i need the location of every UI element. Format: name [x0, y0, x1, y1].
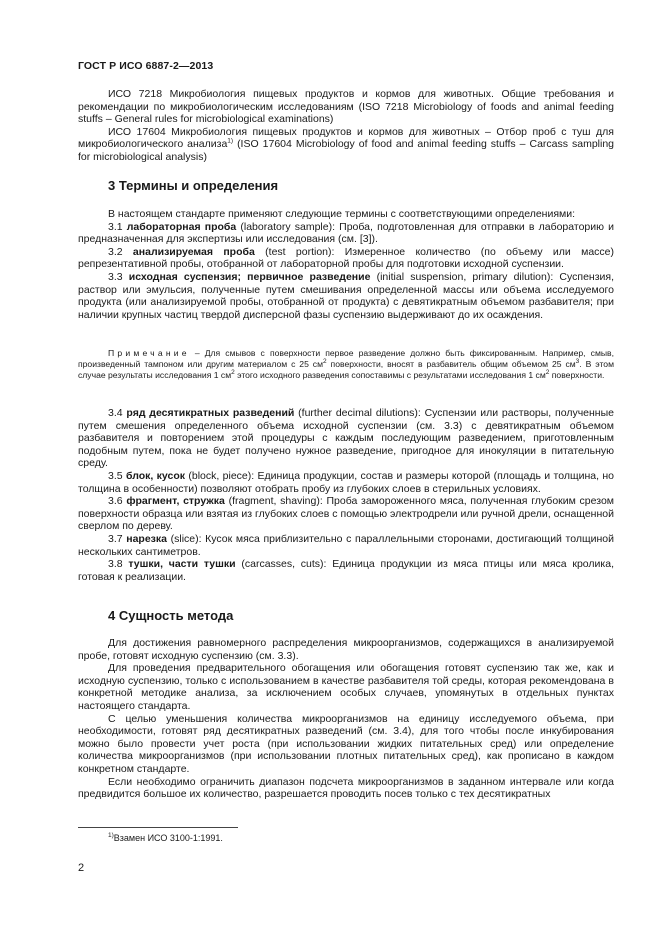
term-title: лабораторная проба — [126, 220, 237, 233]
terms-block — [78, 208, 614, 321]
standard-header: ГОСТ Р ИСО 6887-2—2013 — [78, 60, 214, 72]
term-title: тушки, части тушки — [128, 558, 236, 571]
terms-block-2 — [78, 407, 614, 583]
term-title: нарезка — [126, 532, 167, 545]
term-3-7: 3.7 нарезка (slice): Кусок мяса приблизительно с параллельными сторонами, достигающий толщиной нескольких сантиметров. — [78, 532, 614, 558]
term-title: блок, кусок — [125, 469, 186, 482]
term-title: анализируемая проба — [132, 245, 255, 258]
note-label: Примечание — [108, 348, 190, 358]
references-block — [78, 88, 614, 164]
term-title: ряд десятикратных разведений — [126, 407, 295, 419]
term-3-8: 3.8 тушки, части тушки (carcasses, cuts): Единица продукции из мяса птицы или мяса кролика, готовая к реализации. — [78, 558, 614, 583]
term-3-5: 3.5 блок, кусок (block, piece): Единица продукции, состав и размеры которой (площадь и толщина, но толщина в особенности) позволяют отобрать пробу из глубоких слоев в стерильных условиях. — [78, 469, 614, 495]
term-3-3: 3.3 исходная суспензия; первичное разведение (initial suspension, primary dilution): Суспензия, раствор или эмульсия, полученные путем смешивания определенной массы или объема исследуемого продукта (или анализируемой пробы, отобранной от продукта) с девятикратным объемом разбавителя; при наличии крупных частиц твердой дисперсной фазы суспензию выдерживают до их осаждения. — [78, 270, 614, 321]
term-3-4: 3.4 ряд десятикратных разведений (further decimal dilutions): Суспензии или растворы, полученные путем смешения определенного объема исходной суспензии (см. 3.3) с девятикратным объемом разбавителя и повторением этой процедуры с каждым последующим разведением, приготовленным подобным путем, пока не будет получено нужное разведение, пригодное для инокуляции в питательную среду. — [78, 407, 614, 470]
reference-iso-17604: ИСО 17604 Микробиология пищевых продуктов и кормов для животных – Отбор проб с туш для микробиологического анализа$^{1)}$ (ISO 17604 Microbiology of food and animal feeding stuffs – Carcass sampling for microbiological analysis) — [78, 125, 615, 163]
note-block — [78, 348, 614, 380]
term-3-1: 3.1 лабораторная проба (laboratory sample): Проба, подготовленная для отправки в лабораторию и предназначенная для экспертизы или исследования (см. [3]). — [78, 220, 615, 246]
page-number: 2 — [78, 862, 85, 874]
method-paragraph: Для проведения предварительного обогащения или обогащения готовят суспензию так же, как и исходную суспензию, только с использованием в качестве разбавителя той среды, которая рекомендована в конкретной методике анализа, за исключением особых случаев, упомянутых в отдельных пунктах настоящего стандарта. — [78, 662, 614, 712]
method-paragraph: С целью уменьшения количества микроорганизмов на единицу исследуемого объема, при необходимости, готовят ряд десятикратных разведений (см. 3.4), для того чтобы после инкубирования можно было провести учет роста (при использовании жидких питательных сред) или определение количества микроорганизмов (при использовании плотных питательных сред), как прописано в каждом конкретном стандарте. — [78, 712, 614, 775]
section-4-heading: 4 Сущность метода — [108, 608, 234, 623]
method-paragraph: Если необходимо ограничить диапазон подсчета микроорганизмов в заданном интервале или когда предвидится большое их количество, разрешается проводить посев только с тех десятикратных — [78, 775, 614, 801]
method-paragraph: Для достижения равномерного распределения микроорганизмов, содержащихся в анализируемой пробе, готовят исходную суспензию (см. 3.3). — [78, 637, 614, 662]
term-3-2: 3.2 анализируемая проба (test portion): Измеренное количество (по объему или массе) репрезентативной пробы, отобранной от лабораторной пробы для подготовки исходной суспензии. — [78, 245, 614, 271]
term-3-6: 3.6 фрагмент, стружка (fragment, shaving): Проба замороженного мяса, полученная глубоким срезом поверхности образца или взятая из глубоких слоев с помощью электродрели или ручной дрели, оснащенной сверлом по дереву. — [78, 495, 615, 533]
footnote-marker: 1) — [227, 137, 234, 145]
term-title: фрагмент, стружка — [126, 495, 225, 508]
section-3-heading: 3 Термины и определения — [108, 178, 279, 193]
reference-iso-7218: ИСО 7218 Микробиология пищевых продуктов и кормов для животных. Общие требования и рекомендации по микробиологическим исследованиям (ISO 7218 Microbiology of foods and animal feeding stuffs – General rules for microbiological examinations) — [78, 88, 614, 126]
terms-intro: В настоящем стандарте применяют следующие термины с соответствующими определениями: — [108, 208, 576, 220]
method-block — [78, 637, 614, 801]
note-3-3: Примечание – Для смывов с поверхности первое разведение должно быть фиксированным. Например, смыв, произведенный тампоном или другим материалом с 25 $см^2$ поверхности, вносят в разбавитель общим объемом 25 $см^3$. В этом случае результаты исследования 1 $см^2$ этого исходного разведения сопоставимы с результатами исследования 1 $см^2$ поверхности. — [78, 348, 614, 380]
footnote-divider — [78, 827, 238, 828]
footnote: $^{1)}$Взамен ИСО 3100-1:1991. — [108, 832, 223, 843]
term-title: исходная суспензия; первичное разведение — [128, 270, 371, 283]
